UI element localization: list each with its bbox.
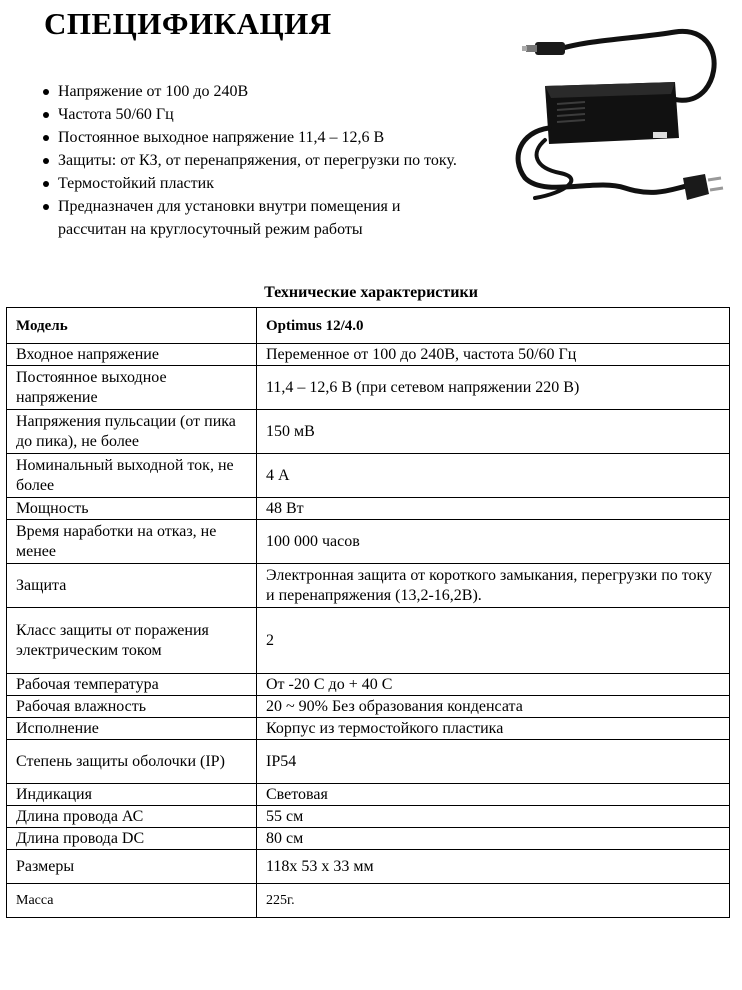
header-value: Optimus 12/4.0 bbox=[257, 308, 730, 344]
table-row bbox=[7, 718, 730, 740]
row-value: 2 bbox=[257, 608, 730, 674]
table-row bbox=[7, 674, 730, 696]
table-row bbox=[7, 564, 730, 608]
row-value: IP54 bbox=[257, 740, 730, 784]
power-adapter-icon bbox=[505, 28, 727, 214]
table-row bbox=[7, 366, 730, 410]
table-row bbox=[7, 344, 730, 366]
feature-item: Частота 50/60 Гц bbox=[42, 103, 472, 126]
table-row bbox=[7, 696, 730, 718]
row-label: Время наработки на отказ, не менее bbox=[7, 520, 257, 564]
row-label: Степень защиты оболочки (IP) bbox=[7, 740, 257, 784]
row-value: 11,4 – 12,6 В (при сетевом напряжении 220 В) bbox=[257, 366, 730, 410]
table-row bbox=[7, 454, 730, 498]
row-label: Длина провода DC bbox=[7, 828, 257, 850]
row-value: 118х 53 х 33 мм bbox=[257, 850, 730, 884]
row-label: Масса bbox=[7, 884, 257, 918]
row-value: Световая bbox=[257, 784, 730, 806]
feature-item: Защиты: от КЗ, от перенапряжения, от перегрузки по току. bbox=[42, 149, 472, 172]
spec-table bbox=[6, 307, 730, 918]
row-value: Переменное от 100 до 240В, частота 50/60 Гц bbox=[257, 344, 730, 366]
table-caption: Технические характеристики bbox=[264, 284, 478, 301]
row-label: Длина провода АС bbox=[7, 806, 257, 828]
table-row bbox=[7, 850, 730, 884]
row-value: Корпус из термостойкого пластика bbox=[257, 718, 730, 740]
row-label: Рабочая влажность bbox=[7, 696, 257, 718]
feature-list bbox=[42, 80, 472, 241]
feature-item: Предназначен для установки внутри помещения и рассчитан на круглосуточный режим работы bbox=[42, 195, 472, 241]
row-value: От -20 С до + 40 С bbox=[257, 674, 730, 696]
feature-item: Напряжение от 100 до 240В bbox=[42, 80, 472, 103]
table-row bbox=[7, 828, 730, 850]
row-value: 80 см bbox=[257, 828, 730, 850]
row-label: Индикация bbox=[7, 784, 257, 806]
row-value: 4 А bbox=[257, 454, 730, 498]
table-row bbox=[7, 498, 730, 520]
product-image bbox=[505, 28, 727, 214]
feature-item: Постоянное выходное напряжение 11,4 – 12,6 В bbox=[42, 126, 472, 149]
row-value: 20 ~ 90% Без образования конденсата bbox=[257, 696, 730, 718]
header-label: Модель bbox=[7, 308, 257, 344]
table-row bbox=[7, 608, 730, 674]
row-label: Напряжения пульсации (от пика до пика), не более bbox=[7, 410, 257, 454]
row-label: Защита bbox=[7, 564, 257, 608]
row-value: 100 000 часов bbox=[257, 520, 730, 564]
table-row bbox=[7, 740, 730, 784]
row-label: Исполнение bbox=[7, 718, 257, 740]
table-row bbox=[7, 520, 730, 564]
feature-item: Термостойкий пластик bbox=[42, 172, 472, 195]
row-label: Рабочая температура bbox=[7, 674, 257, 696]
row-label: Класс защиты от поражения электрическим током bbox=[7, 608, 257, 674]
row-label: Мощность bbox=[7, 498, 257, 520]
table-header-row bbox=[7, 308, 730, 344]
page-title: СПЕЦИФИКАЦИЯ bbox=[44, 6, 332, 41]
row-label: Входное напряжение bbox=[7, 344, 257, 366]
row-value: 55 см bbox=[257, 806, 730, 828]
row-value: 225г. bbox=[257, 884, 730, 918]
row-label: Постоянное выходное напряжение bbox=[7, 366, 257, 410]
row-label: Номинальный выходной ток, не более bbox=[7, 454, 257, 498]
table-row bbox=[7, 806, 730, 828]
row-value: Электронная защита от короткого замыкания, перегрузки по току и перенапряжения (13,2-16,2В). bbox=[257, 564, 730, 608]
table-row bbox=[7, 410, 730, 454]
row-label: Размеры bbox=[7, 850, 257, 884]
row-value: 48 Вт bbox=[257, 498, 730, 520]
table-row bbox=[7, 784, 730, 806]
row-value: 150 мВ bbox=[257, 410, 730, 454]
table-row bbox=[7, 884, 730, 918]
